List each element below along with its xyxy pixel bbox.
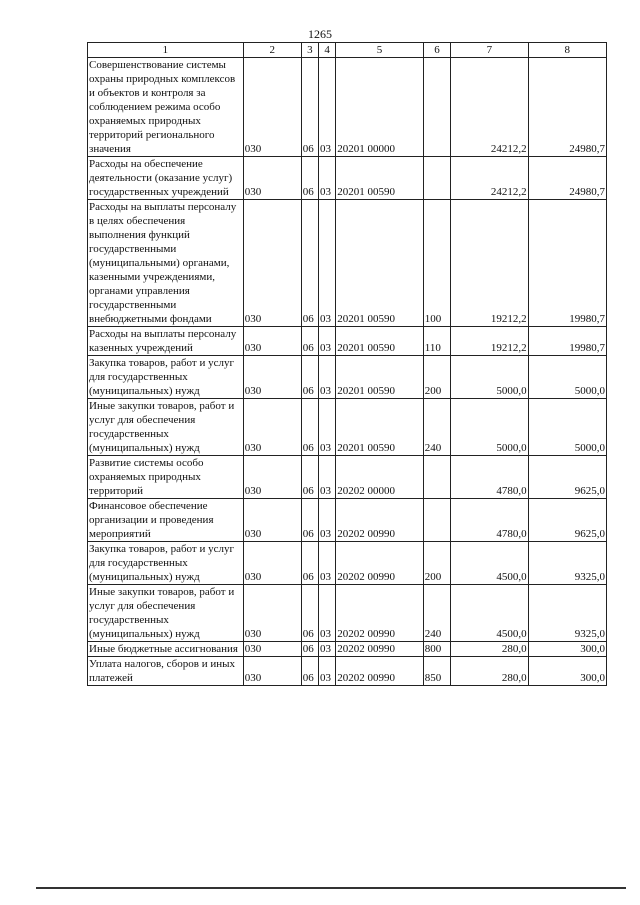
- row-year2: 5000,0: [528, 356, 606, 399]
- row-csr: 20201 00000: [336, 58, 424, 157]
- row-csr: 20202 00990: [336, 585, 424, 642]
- row-year1: 19212,2: [451, 200, 528, 327]
- row-ved: 030: [243, 327, 301, 356]
- header-cell: 7: [451, 43, 528, 58]
- row-vr: 200: [423, 542, 450, 585]
- row-vr: 200: [423, 356, 450, 399]
- row-rz: 06: [301, 356, 318, 399]
- table-row: [88, 657, 607, 686]
- row-vr: [423, 157, 450, 200]
- table-row: [88, 58, 607, 157]
- header-cell: 4: [318, 43, 335, 58]
- table-row: [88, 327, 607, 356]
- row-year1: 280,0: [451, 642, 528, 657]
- row-rz: 06: [301, 456, 318, 499]
- budget-table: [87, 42, 607, 686]
- row-pr: 03: [318, 456, 335, 499]
- row-ved: 030: [243, 456, 301, 499]
- row-pr: 03: [318, 542, 335, 585]
- row-rz: 06: [301, 157, 318, 200]
- row-ved: 030: [243, 499, 301, 542]
- header-cell: 5: [336, 43, 424, 58]
- row-csr: 20202 00990: [336, 499, 424, 542]
- row-name: Развитие системы особо охраняемых природных территорий: [88, 456, 244, 499]
- row-year1: 5000,0: [451, 356, 528, 399]
- row-rz: 06: [301, 399, 318, 456]
- row-ved: 030: [243, 657, 301, 686]
- row-ved: 030: [243, 585, 301, 642]
- table-row: [88, 157, 607, 200]
- row-pr: 03: [318, 585, 335, 642]
- table-row: [88, 499, 607, 542]
- row-ved: 030: [243, 542, 301, 585]
- row-year2: 9325,0: [528, 542, 606, 585]
- row-name: Иные бюджетные ассигнования: [88, 642, 244, 657]
- row-rz: 06: [301, 542, 318, 585]
- row-vr: 800: [423, 642, 450, 657]
- row-year1: 4780,0: [451, 456, 528, 499]
- row-name: Иные закупки товаров, работ и услуг для обеспечения государственных (муниципальных) нужд: [88, 399, 244, 456]
- row-vr: 110: [423, 327, 450, 356]
- row-rz: 06: [301, 499, 318, 542]
- row-ved: 030: [243, 157, 301, 200]
- row-year1: 24212,2: [451, 157, 528, 200]
- row-rz: 06: [301, 657, 318, 686]
- row-year1: 280,0: [451, 657, 528, 686]
- row-csr: 20201 00590: [336, 399, 424, 456]
- row-year2: 300,0: [528, 657, 606, 686]
- header-cell: 1: [88, 43, 244, 58]
- header-cell: 8: [528, 43, 606, 58]
- row-ved: 030: [243, 200, 301, 327]
- table-row: [88, 542, 607, 585]
- row-pr: 03: [318, 399, 335, 456]
- header-cell: 2: [243, 43, 301, 58]
- row-rz: 06: [301, 642, 318, 657]
- row-year1: 19212,2: [451, 327, 528, 356]
- bottom-rule: [36, 887, 626, 889]
- row-rz: 06: [301, 200, 318, 327]
- row-csr: 20202 00990: [336, 642, 424, 657]
- header-cell: 6: [423, 43, 450, 58]
- row-rz: 06: [301, 327, 318, 356]
- row-name: Уплата налогов, сборов и иных платежей: [88, 657, 244, 686]
- header-row: [88, 43, 607, 58]
- row-vr: [423, 499, 450, 542]
- row-csr: 20201 00590: [336, 157, 424, 200]
- row-year2: 24980,7: [528, 58, 606, 157]
- row-year1: 5000,0: [451, 399, 528, 456]
- row-year2: 300,0: [528, 642, 606, 657]
- row-ved: 030: [243, 642, 301, 657]
- row-csr: 20202 00990: [336, 657, 424, 686]
- row-csr: 20202 00000: [336, 456, 424, 499]
- header-cell: 3: [301, 43, 318, 58]
- row-name: Расходы на выплаты персоналу в целях обеспечения выполнения функций государственными (муниципальными) органами, казенными учреждениями, органами управления государственными внебюджетными фондами: [88, 200, 244, 327]
- row-pr: 03: [318, 356, 335, 399]
- row-year2: 5000,0: [528, 399, 606, 456]
- row-year2: 19980,7: [528, 327, 606, 356]
- row-ved: 030: [243, 58, 301, 157]
- row-csr: 20201 00590: [336, 200, 424, 327]
- row-rz: 06: [301, 58, 318, 157]
- row-vr: 240: [423, 585, 450, 642]
- row-ved: 030: [243, 356, 301, 399]
- row-year2: 19980,7: [528, 200, 606, 327]
- row-name: Расходы на обеспечение деятельности (оказание услуг) государственных учреждений: [88, 157, 244, 200]
- row-year1: 4780,0: [451, 499, 528, 542]
- table-row: [88, 356, 607, 399]
- row-vr: [423, 456, 450, 499]
- row-name: Иные закупки товаров, работ и услуг для обеспечения государственных (муниципальных) нужд: [88, 585, 244, 642]
- row-name: Закупка товаров, работ и услуг для государственных (муниципальных) нужд: [88, 542, 244, 585]
- row-year1: 24212,2: [451, 58, 528, 157]
- row-vr: [423, 58, 450, 157]
- row-name: Закупка товаров, работ и услуг для государственных (муниципальных) нужд: [88, 356, 244, 399]
- row-ved: 030: [243, 399, 301, 456]
- row-rz: 06: [301, 585, 318, 642]
- row-pr: 03: [318, 200, 335, 327]
- table-row: [88, 399, 607, 456]
- table-row: [88, 642, 607, 657]
- page-number: 1265: [308, 27, 332, 41]
- row-csr: 20201 00590: [336, 356, 424, 399]
- row-year1: 4500,0: [451, 585, 528, 642]
- table-row: [88, 585, 607, 642]
- table-row: [88, 456, 607, 499]
- row-csr: 20201 00590: [336, 327, 424, 356]
- row-year2: 9625,0: [528, 456, 606, 499]
- row-pr: 03: [318, 657, 335, 686]
- row-name: Совершенствование системы охраны природных комплексов и объектов и контроля за соблюдением режима особо охраняемых природных территорий регионального значения: [88, 58, 244, 157]
- table-row: [88, 200, 607, 327]
- row-csr: 20202 00990: [336, 542, 424, 585]
- row-pr: 03: [318, 499, 335, 542]
- row-year2: 24980,7: [528, 157, 606, 200]
- row-name: Финансовое обеспечение организации и проведения мероприятий: [88, 499, 244, 542]
- row-vr: 240: [423, 399, 450, 456]
- row-pr: 03: [318, 157, 335, 200]
- row-vr: 100: [423, 200, 450, 327]
- row-pr: 03: [318, 58, 335, 157]
- row-year2: 9625,0: [528, 499, 606, 542]
- row-year2: 9325,0: [528, 585, 606, 642]
- row-pr: 03: [318, 327, 335, 356]
- row-pr: 03: [318, 642, 335, 657]
- row-year1: 4500,0: [451, 542, 528, 585]
- row-name: Расходы на выплаты персоналу казенных учреждений: [88, 327, 244, 356]
- row-vr: 850: [423, 657, 450, 686]
